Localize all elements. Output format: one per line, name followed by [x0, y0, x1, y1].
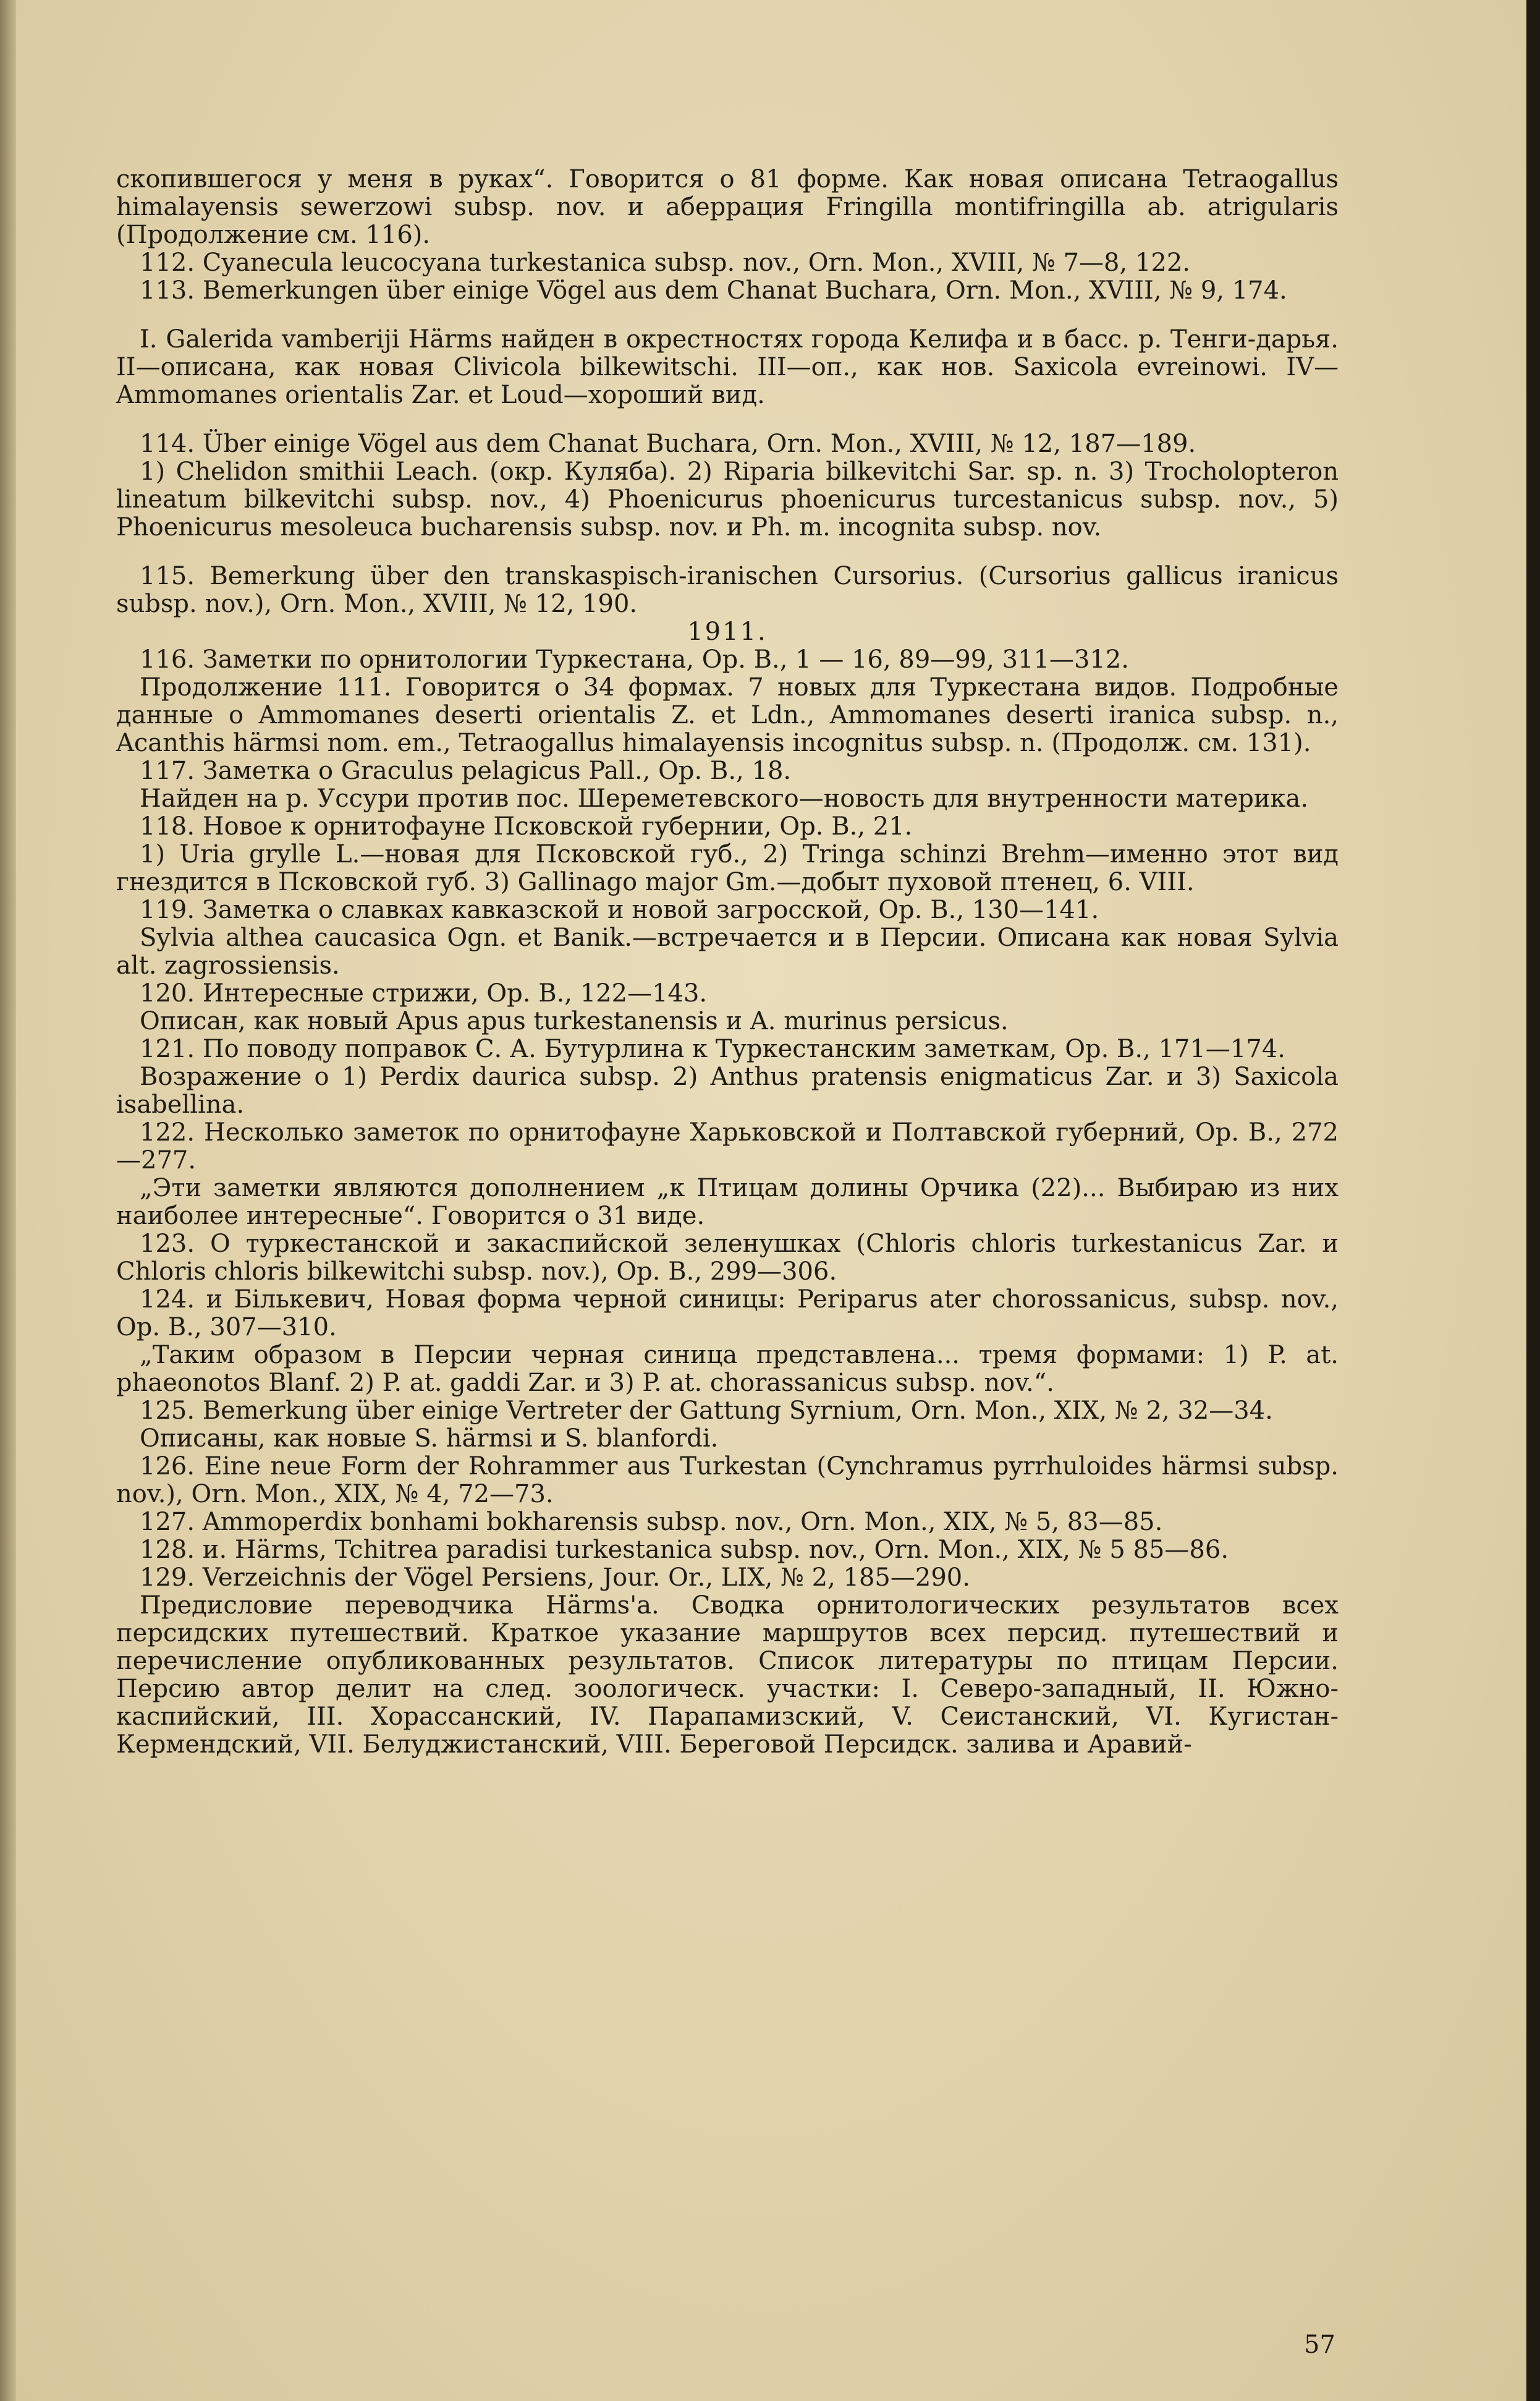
paragraph: 125. Bemerkung über einige Vertreter der Gattung Syrnium, Orn. Mon., XIX, № 2, 32—34.	[140, 1396, 1273, 1425]
paragraph: 122. Несколько заметок по орнитофауне Харьковской и Полтавской губерний, Ор. В., 272—277.	[116, 1118, 1339, 1175]
paragraph: 123. О туркестанской и закаспийской зеленушках (Chloris chloris turkestanicus Zar. и Chloris chloris bilkewitchi subsp. nov.), Ор. В., 299—306.	[116, 1230, 1339, 1286]
paragraph: 121. По поводу поправок С. А. Бутурлина к Туркестанским заметкам, Ор. В., 171—174.	[140, 1035, 1285, 1063]
paragraph: 113. Bemerkungen über einige Vögel aus dem Chanat Buchara, Orn. Mon., XVIII, № 9, 174.	[140, 276, 1287, 305]
paragraph: 129. Verzeichnis der Vögel Persiens, Jour. Or., LIX, № 2, 185—290.	[140, 1563, 970, 1592]
paragraph: Найден на р. Уссури против пос. Шереметевского—новость для внутренности материка.	[140, 784, 1309, 813]
paragraph: Описаны, как новые S. härmsi и S. blanfordi.	[140, 1424, 719, 1453]
paragraph: 114. Über einige Vögel aus dem Chanat Buchara, Orn. Mon., XVIII, № 12, 187—189.	[140, 430, 1196, 458]
paragraph: 112. Cyanecula leucocyana turkestanica subsp. nov., Orn. Mon., XVIII, № 7—8, 122.	[140, 249, 1190, 277]
page-spine-shadow	[0, 0, 16, 2401]
paragraph: 119. Заметка о славках кавказской и новой загросской, Ор. В., 130—141.	[140, 896, 1099, 924]
paragraph: „Эти заметки являются дополнением „к Птицам долины Орчика (22)... Выбираю из них наиболее интересные“. Говорится о 31 виде.	[116, 1174, 1339, 1230]
paragraph: 124. и Бількевич, Новая форма черной синицы: Periparus ater chorossanicus, subsp. nov., Ор. В., 307—310.	[116, 1285, 1339, 1341]
paragraph: „Таким образом в Персии черная синица представлена... тремя формами: 1) P. at. phaeonotos Blanf. 2) P. at. gaddi Zar. и 3) P. at. chorassanicus subsp. nov.“.	[116, 1341, 1339, 1397]
page-edge-shadow	[1526, 0, 1540, 2401]
paragraph: I. Galerida vamberiji Härms найден в окрестностях города Келифа и в басс. р. Тенги-дарья. II—описана, как новая Clivicola bilkewitschi. III—оп., как нов. Saxicola evreinowi. IV—Ammomanes orientalis Zar. et Loud—хороший вид.	[116, 325, 1339, 409]
paragraph: 120. Интересные стрижи, Ор. В., 122—143.	[140, 979, 708, 1008]
paragraph: скопившегося у меня в руках“. Говорится о 81 форме. Как новая описана Tetraogallus himalayensis sewerzowi subsp. nov. и аберрация Fringilla montifringilla ab. atrigularis (Продолжение см. 116).	[116, 165, 1339, 249]
paragraph: 117. Заметка о Graculus pelagicus Pall., Ор. В., 18.	[140, 757, 792, 785]
page-number: 57	[1304, 2331, 1335, 2359]
paragraph: 126. Eine neue Form der Rohrammer aus Turkestan (Cynchramus pyrrhuloides härmsi subsp. nov.), Orn. Mon., XIX, № 4, 72—73.	[116, 1452, 1339, 1508]
year-heading: 1911.	[687, 618, 768, 646]
body-text	[116, 166, 1339, 1759]
paragraph: 127. Ammoperdix bonhami bokharensis subsp. nov., Orn. Mon., XIX, № 5, 83—85.	[140, 1508, 1163, 1536]
paragraph: 1) Chelidon smithii Leach. (окр. Куляба). 2) Riparia bilkevitchi Sar. sp. n. 3) Trocholopteron lineatum bilkevitchi subsp. nov., 4) Phoenicurus phoenicurus turcestanicus subsp. nov., 5) Phoenicurus mesoleuca bucharensis subsp. nov. и Ph. m. incognita subsp. nov.	[116, 457, 1339, 542]
paragraph: Продолжение 111. Говорится о 34 формах. 7 новых для Туркестана видов. Подробные данные о Ammomanes deserti orientalis Z. et Ldn., Ammomanes deserti iranica subsp. n., Acanthis härmsi nom. em., Tetraogallus himalayensis incognitus subsp. n. (Продолж. см. 131).	[116, 673, 1339, 757]
paragraph: Предисловие переводчика Härms'а. Сводка орнитологических результатов всех персидских путешествий. Краткое указание маршрутов всех персид. путешествий и перечисление опубликованных результатов. Список литературы по птицам Персии. Персию автор делит на след. зоологическ. участки: I. Северо-западный, II. Южно-каспийский, III. Хорассанский, IV. Парапамизский, V. Сеистанский, VI. Кугистан-Кермендский, VII. Белуджистанский, VIII. Береговой Персидск. залива и Аравий-	[116, 1591, 1339, 1759]
paragraph: 115. Bemerkung über den transkaspisch-iranischen Cursorius. (Cursorius gallicus iranicus subsp. nov.), Orn. Mon., XVIII, № 12, 190.	[116, 562, 1339, 618]
paragraph: 1) Uria grylle L.—новая для Псковской губ., 2) Tringa schinzi Brehm—именно этот вид гнездится в Псковской губ. 3) Gallinago major Gm.—добыт пуховой птенец, 6. VIII.	[116, 840, 1339, 896]
paragraph: 128. и. Härms, Tchitrea paradisi turkestanica subsp. nov., Orn. Mon., XIX, № 5 85—86.	[140, 1536, 1229, 1564]
paragraph: 116. Заметки по орнитологии Туркестана, Ор. В., 1 — 16, 89—99, 311—312.	[140, 645, 1130, 674]
paragraph: 118. Новое к орнитофауне Псковской губернии, Ор. В., 21.	[140, 812, 913, 841]
bottom-section	[116, 646, 1339, 1759]
paragraph: Sylvia althea caucasica Ogn. et Banik.—встречается и в Персии. Описана как новая Sylvia alt. zagrossiensis.	[116, 924, 1339, 980]
paragraph: Возражение о 1) Perdix daurica subsp. 2) Anthus pratensis enigmaticus Zar. и 3) Saxicola isabellina.	[116, 1063, 1339, 1119]
top-section	[116, 166, 1339, 618]
paragraph: Описан, как новый Apus apus turkestanensis и A. murinus persicus.	[140, 1007, 1009, 1035]
